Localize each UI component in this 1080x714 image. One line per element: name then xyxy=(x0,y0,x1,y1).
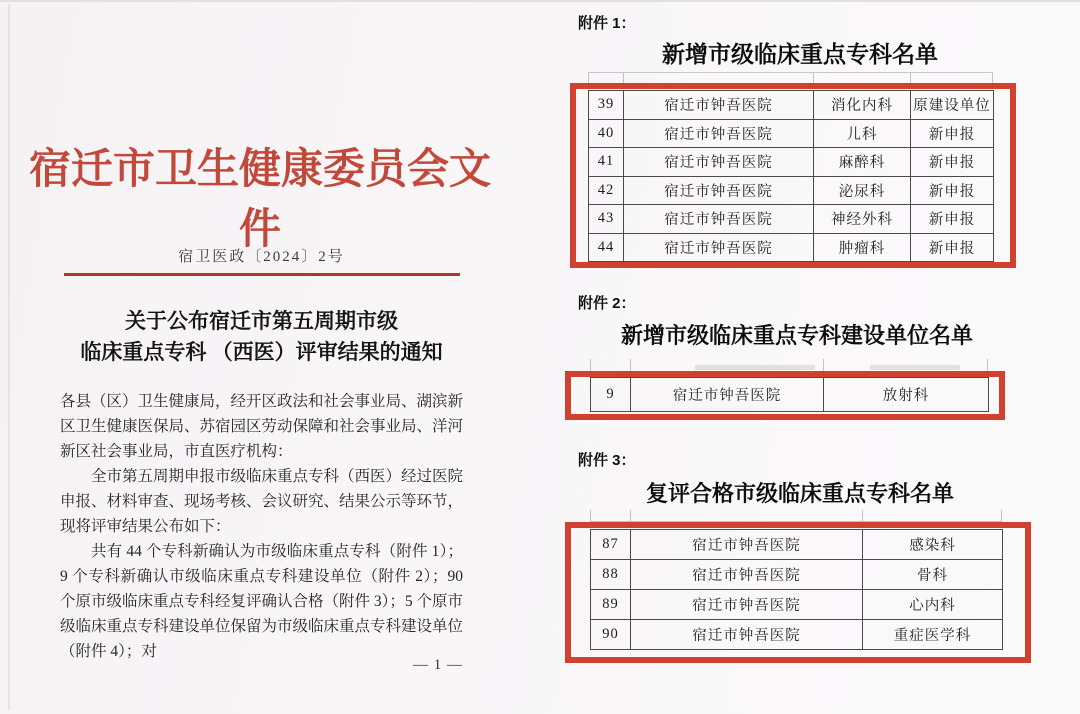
table-cell-number: 9 xyxy=(591,378,631,412)
table-cell-status: 原建设单位 xyxy=(911,91,994,120)
table-cell-department: 神经外科 xyxy=(814,205,911,234)
table-cell-status: 新申报 xyxy=(911,176,994,205)
table-gridline xyxy=(823,359,824,371)
table-row xyxy=(589,205,994,234)
table-gridline xyxy=(987,359,988,371)
table-row xyxy=(591,620,1003,650)
table-cell-hospital: 宿迁市钟吾医院 xyxy=(624,148,814,177)
table-cell-number: 43 xyxy=(589,205,624,234)
paragraph-results: 共有 44 个专科新确认为市级临床重点专科（附件 1）；9 个专科新确认市级临床重点专科建设单位（附件 2）；90 个原市级临床重点专科经复评确认合格（附件 3）；5 个原市级临床重点专科建设单位保留为市级临床重点专科建设单位（附件 4）；对 xyxy=(60,543,464,660)
table-cell-hospital: 宿迁市钟吾医院 xyxy=(624,233,814,262)
table-row xyxy=(591,560,1003,590)
table-gridline xyxy=(1001,510,1002,521)
document-title-line1: 关于公布宿迁市第五周期市级 xyxy=(125,309,398,333)
table-row xyxy=(591,378,989,412)
page-left-edge xyxy=(8,4,10,710)
table-cell-hospital: 宿迁市钟吾医院 xyxy=(631,620,863,650)
table-3-cutoff-row xyxy=(590,510,1002,522)
table-cell-department: 消化内科 xyxy=(814,91,911,120)
table-2-cutoff-row xyxy=(590,359,988,371)
document-title xyxy=(50,306,473,368)
table-gridline xyxy=(590,510,591,521)
table-cell-number: 87 xyxy=(591,530,631,560)
table-gridline xyxy=(590,359,591,371)
table-cell-number: 40 xyxy=(589,119,624,148)
table-gridline xyxy=(630,510,631,521)
table-cell-hospital: 宿迁市钟吾医院 xyxy=(624,119,814,148)
table-cell-department: 肿瘤科 xyxy=(814,233,911,262)
table-cell-number: 39 xyxy=(589,91,624,120)
table-gridline xyxy=(630,359,631,371)
table-row xyxy=(589,91,994,120)
table-cell-number: 42 xyxy=(589,176,624,205)
table-cell-department: 心内科 xyxy=(863,590,1003,620)
attachment-1-title: 新增市级临床重点专科名单 xyxy=(662,41,938,68)
table-cell-status: 新申报 xyxy=(911,205,994,234)
attachment-1-table xyxy=(588,90,994,262)
table-cell-department: 重症医学科 xyxy=(863,620,1003,650)
table-cell-department: 感染科 xyxy=(863,530,1003,560)
attachment-2-table xyxy=(590,377,989,412)
table-cell-status: 新申报 xyxy=(911,119,994,148)
table-cell-department: 麻醉科 xyxy=(814,148,911,177)
table-gridline xyxy=(862,510,863,521)
attachment-3-label: 附件 3： xyxy=(578,452,636,469)
document-body xyxy=(60,389,463,664)
attachment-1-label: 附件 1： xyxy=(578,15,636,32)
table-row xyxy=(589,233,994,262)
table-cell-department: 泌尿科 xyxy=(814,176,911,205)
paragraph-recipients: 各县（区）卫生健康局，经开区政法和社会事业局、湖滨新区卫生健康医保局、苏宿园区劳动保障和社会事业局、洋河新区社会事业局，市直医疗机构： xyxy=(60,393,464,460)
attachment-2-label: 附件 2： xyxy=(578,295,636,312)
red-separator-line xyxy=(64,273,460,276)
table-row xyxy=(589,176,994,205)
table-cell-number: 90 xyxy=(591,620,631,650)
page-number: — 1 — xyxy=(413,657,463,673)
attachment-2-title: 新增市级临床重点专科建设单位名单 xyxy=(620,323,973,349)
table-cell-hospital: 宿迁市钟吾医院 xyxy=(624,205,814,234)
cutoff-text-smudge xyxy=(870,365,960,370)
table-row xyxy=(589,119,994,148)
table-cell-department: 儿科 xyxy=(814,119,911,148)
table-cell-number: 44 xyxy=(589,233,624,262)
table-cell-hospital: 宿迁市钟吾医院 xyxy=(631,560,863,590)
attachment-3-table xyxy=(590,529,1003,650)
table-cell-number: 89 xyxy=(591,590,631,620)
table-cell-status: 新申报 xyxy=(911,233,994,262)
document-banner: 宿迁市卫生健康委员会文件 xyxy=(28,144,491,253)
page-top-edge xyxy=(0,0,1080,2)
table-cell-number: 41 xyxy=(589,148,624,177)
cutoff-text-smudge xyxy=(695,365,815,370)
paragraph-process: 全市第五周期申报市级临床重点专科（西医）经过医院申报、材料审查、现场考核、会议研究、结果公示等环节，现将评审结果公布如下： xyxy=(60,468,464,535)
table-cell-hospital: 宿迁市钟吾医院 xyxy=(631,530,863,560)
table-cell-number: 88 xyxy=(591,560,631,590)
table-row xyxy=(591,530,1003,560)
table-cell-hospital: 宿迁市钟吾医院 xyxy=(624,91,814,120)
table-cell-department: 骨科 xyxy=(863,560,1003,590)
table-cell-status: 新申报 xyxy=(911,148,994,177)
table-cell-hospital: 宿迁市钟吾医院 xyxy=(631,590,863,620)
table-cell-hospital: 宿迁市钟吾医院 xyxy=(631,378,824,412)
document-number: 宿卫医政〔2024〕2号 xyxy=(178,249,345,265)
document-title-line2: 临床重点专科 （西医）评审结果的通知 xyxy=(80,340,443,364)
table-row xyxy=(589,148,994,177)
table-cell-department: 放射科 xyxy=(824,378,989,412)
attachment-3-title: 复评合格市级临床重点专科名单 xyxy=(645,481,954,507)
table-cell-hospital: 宿迁市钟吾医院 xyxy=(624,176,814,205)
table-row xyxy=(591,590,1003,620)
